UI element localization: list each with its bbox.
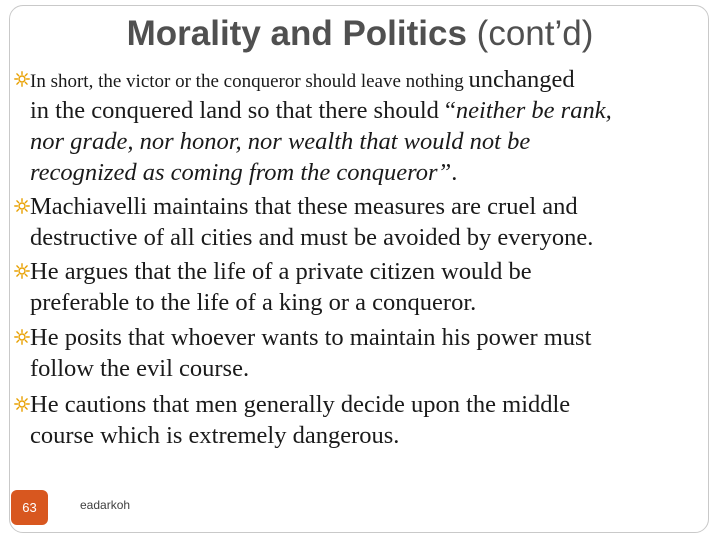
text-run: Machiavelli maintains that these measures are cruel and (30, 193, 578, 220)
slide-number-badge: 63 (11, 490, 48, 525)
bullet-line (30, 322, 591, 353)
slide-title-main: Morality and Politics (126, 14, 467, 53)
text-run: He posits that whoever wants to maintain his power must (30, 324, 592, 351)
text-run: unchanged (468, 66, 575, 93)
text-run: nor grade, nor honor, nor wealth that would not be (30, 128, 531, 155)
text-run: He cautions that men generally decide upon the middle (30, 391, 571, 418)
bullet-line (30, 256, 532, 287)
bullet-line (30, 222, 593, 253)
text-run: recognized as coming from the conqueror” (30, 159, 452, 186)
bullet-line (30, 287, 476, 318)
sun-bullet-icon (14, 329, 30, 345)
text-run: neither be rank, (455, 97, 612, 124)
sun-bullet-icon (14, 263, 30, 279)
slide-title-suffix: (cont’d) (466, 14, 594, 53)
bullet-line (30, 95, 612, 126)
text-run: preferable to the life of a king or a conqueror. (30, 289, 477, 316)
bullet-line (30, 353, 249, 384)
bullet-line (30, 126, 530, 157)
sun-bullet-icon (14, 396, 30, 412)
bullet-line (30, 389, 570, 420)
text-run: . (451, 159, 458, 186)
sun-bullet-icon (14, 198, 30, 214)
text-run: In short, the victor or the conqueror should leave nothing (30, 71, 469, 92)
sun-bullet-icon (14, 71, 30, 87)
footer-author: eadarkoh (80, 498, 131, 512)
text-run: course which is extremely dangerous. (30, 422, 400, 449)
text-run: He argues that the life of a private citizen would be (30, 258, 532, 285)
bullet-line (30, 157, 457, 188)
bullet-line (30, 420, 399, 451)
text-run: in the conquered land so that there should “ (30, 97, 456, 124)
text-run: follow the evil course. (30, 355, 250, 382)
text-run: destructive of all cities and must be avoided by everyone. (30, 224, 594, 251)
bullet-line (30, 191, 578, 222)
bullet-line (30, 64, 575, 97)
